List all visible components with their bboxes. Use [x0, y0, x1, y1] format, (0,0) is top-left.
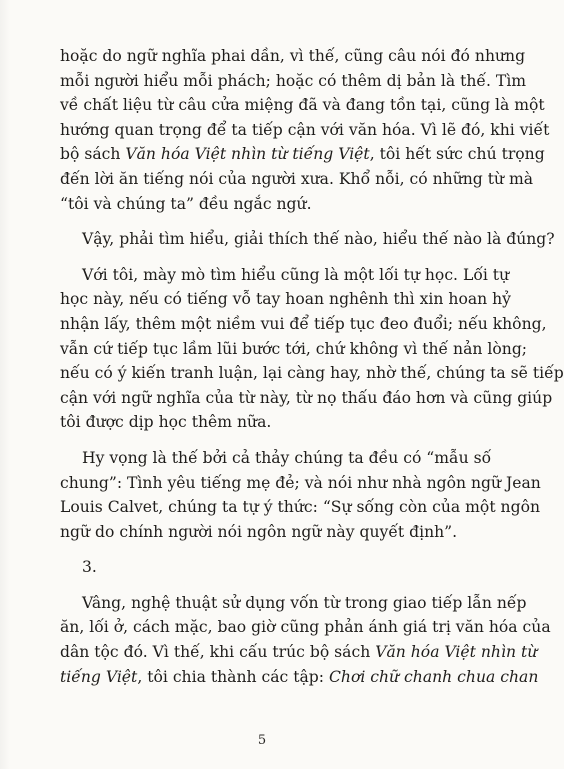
text-run: “tôi và chúng ta” đều ngắc ngứ. — [60, 194, 312, 213]
paragraph — [60, 227, 555, 252]
text-run: nhận lấy, thêm một niềm vui để tiếp tục đeo đuổi; nếu không, — [60, 314, 547, 333]
text-run: , tôi chia thành các tập: — [137, 667, 329, 686]
page-number: 5 — [257, 733, 267, 748]
text-line — [60, 69, 527, 94]
text-run: ăn, lối ở, cách mặc, bao giờ cũng phản ánh giá trị văn hóa của — [60, 618, 551, 637]
text-line — [60, 44, 526, 69]
paragraph — [60, 446, 541, 544]
text-line — [60, 386, 553, 411]
text-run: nếu có ý kiến tranh luận, lại càng hay, nhờ thế, chúng ta sẽ tiếp — [60, 364, 564, 383]
text-line — [60, 167, 534, 192]
text-line — [60, 361, 564, 386]
italic-run: Văn hóa Việt nhìn từ — [375, 643, 538, 662]
text-run: tôi được dịp học thêm nữa. — [60, 413, 272, 432]
body-text — [60, 44, 564, 700]
text-line — [60, 495, 541, 520]
text-run: chung”: Tình yêu tiếng mẹ đẻ; và nói như nhà ngôn ngữ Jean — [60, 473, 541, 492]
italic-run: tiếng Việt — [60, 667, 138, 686]
text-line — [60, 640, 538, 665]
text-line — [60, 227, 555, 252]
section-number: 3. — [82, 558, 97, 577]
text-run: hoặc do ngữ nghĩa phai dần, vì thế, cũng câu nói đó nhưng — [60, 47, 526, 65]
text-line — [60, 471, 541, 496]
text-run: về chất liệu từ câu cửa miệng đã và đang tồn tại, cũng là một — [60, 96, 545, 115]
text-line — [60, 446, 492, 471]
text-run: Với tôi, mày mò tìm hiểu cũng là một lối tự học. Lối tự — [82, 265, 510, 284]
text-line — [60, 142, 545, 167]
paragraph — [60, 591, 551, 689]
italic-run: Văn hóa Việt nhìn từ tiếng Việt — [125, 145, 370, 164]
text-run: hướng quan trọng để ta tiếp cận với văn hóa. Vì lẽ đó, khi viết — [60, 120, 550, 139]
text-run: mỗi người hiểu mỗi phách; hoặc có thêm dị bản là thế. Tìm — [60, 71, 527, 90]
text-line — [60, 615, 551, 640]
text-line — [60, 263, 510, 288]
text-run: học này, nếu có tiếng vỗ tay hoan nghênh thì xin hoan hỷ — [60, 290, 511, 309]
text-line — [60, 665, 539, 690]
text-line — [60, 337, 528, 362]
text-run: Louis Calvet, chúng ta tự ý thức: “Sự sống còn của một ngôn — [60, 498, 541, 517]
text-line — [60, 287, 511, 312]
text-run: ngữ do chính người nói ngôn ngữ này quyết định”. — [60, 522, 458, 541]
text-run: vẫn cứ tiếp tục lầm lũi bước tới, chứ không vì thế nản lòng; — [60, 339, 528, 358]
text-line — [60, 410, 486, 435]
text-run: bộ sách — [60, 145, 126, 164]
text-run: Hy vọng là thế bởi cả thảy chúng ta đều có “mẫu số — [82, 448, 492, 467]
text-line — [60, 520, 486, 545]
text-run: cận với ngữ nghĩa của từ này, từ nọ thấu đáo hơn và cũng giúp — [60, 388, 553, 407]
text-line — [60, 93, 545, 118]
text-line — [60, 192, 486, 217]
paragraphs-after-section — [60, 591, 551, 689]
paragraph — [60, 263, 564, 435]
text-run: dân tộc đó. Vì thế, khi cấu trúc bộ sách — [60, 643, 376, 662]
text-run: , tôi hết sức chú trọng — [369, 145, 545, 164]
italic-run: Chơi chữ chanh chua chan — [328, 667, 539, 686]
text-run: Vâng, nghệ thuật sử dụng vốn từ trong giao tiếp lẫn nếp — [82, 593, 527, 612]
paragraphs-before-section — [60, 44, 564, 544]
text-line — [60, 312, 547, 337]
text-line — [60, 118, 550, 143]
paragraph — [60, 44, 550, 216]
text-run: Vậy, phải tìm hiểu, giải thích thế nào, hiểu thế nào là đúng? — [82, 230, 555, 249]
text-run: đến lời ăn tiếng nói của người xưa. Khổ nỗi, có những từ mà — [60, 169, 534, 188]
text-line — [60, 591, 527, 616]
